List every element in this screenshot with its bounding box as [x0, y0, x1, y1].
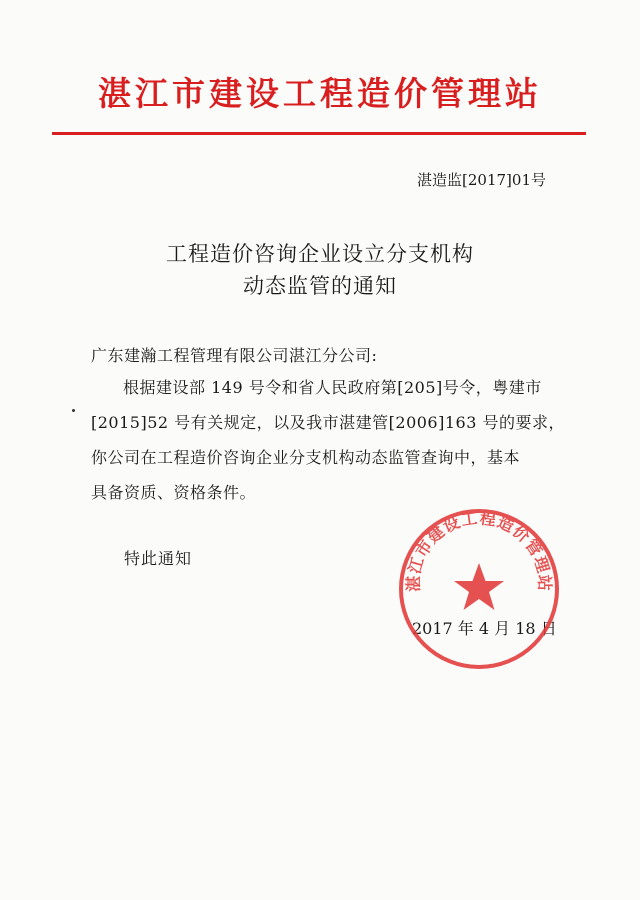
document-title-line-1: 工程造价咨询企业设立分支机构 — [166, 242, 474, 266]
stray-ink-dot — [72, 409, 75, 412]
closing-remark: 特此通知 — [124, 549, 193, 568]
recipient-line: 广东建瀚工程管理有限公司湛江分公司: — [91, 346, 378, 365]
signature-date: 2017 年 4 月 18 日 — [412, 619, 557, 638]
body-line-4: 具备资质、资格条件。 — [91, 483, 257, 502]
svg-text:湛江市建设工程造价管理站: 湛江市建设工程造价管理站 — [403, 508, 555, 592]
document-number: 湛造监[2017]01号 — [417, 171, 546, 189]
body-line-1: 根据建设部 149 号令和省人民政府第[205]号令，粤建市 — [123, 378, 542, 397]
document-title-line-2: 动态监管的通知 — [243, 274, 397, 298]
body-line-3: 你公司在工程造价咨询企业分支机构动态监管查询中，基本 — [91, 448, 521, 467]
letterhead-red-rule — [52, 132, 586, 135]
letterhead-title: 湛江市建设工程造价管理站 — [98, 74, 542, 113]
body-line-2: [2015]52 号有关规定，以及我市湛建管[2006]163 号的要求， — [91, 413, 565, 432]
official-seal-stamp — [395, 505, 563, 673]
